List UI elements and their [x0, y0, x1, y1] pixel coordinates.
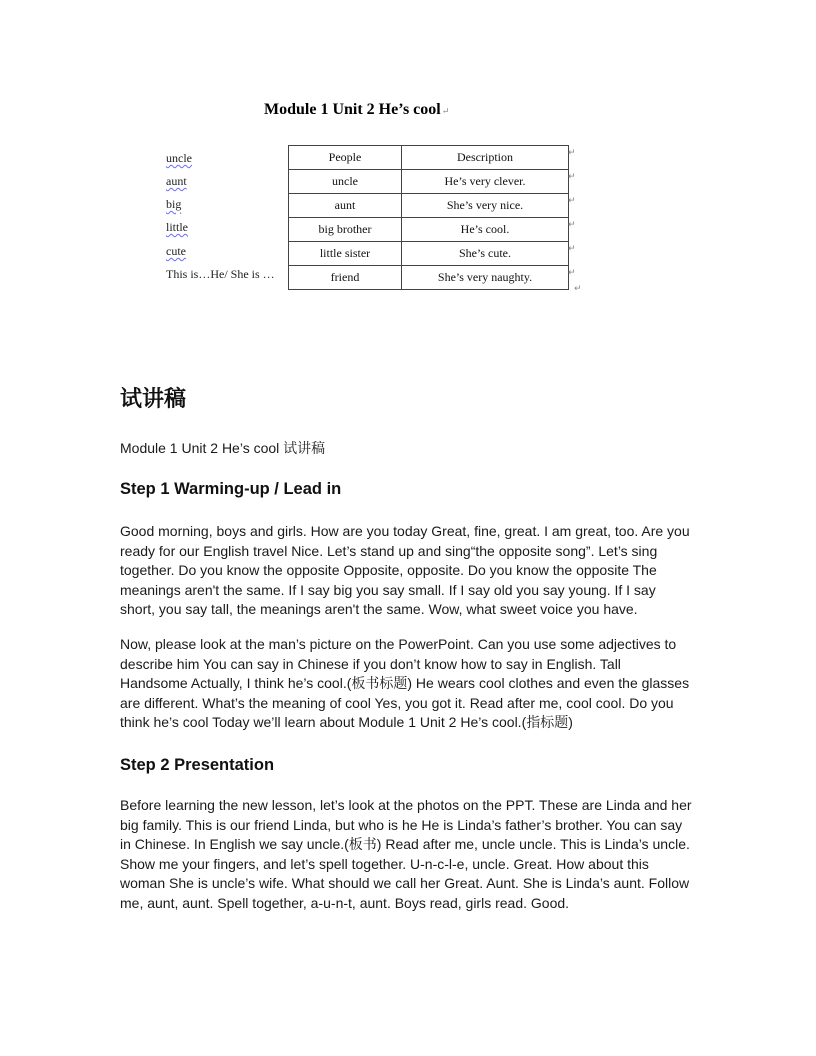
- paragraph-mark-icon: ↵: [568, 244, 576, 254]
- paragraph-mark-icon: ↵: [568, 172, 576, 182]
- step1-heading: Step 1 Warming-up / Lead in: [120, 480, 342, 498]
- paragraph-mark-icon: ↵: [441, 106, 450, 116]
- paragraph-mark-icon: ↵: [568, 220, 576, 230]
- table-cell: He’s cool.: [402, 218, 569, 242]
- script-heading: 试讲稿: [120, 387, 187, 412]
- table-cell: He’s very clever.: [402, 170, 569, 194]
- vocab-word: big: [166, 197, 182, 211]
- table-row: [289, 242, 569, 266]
- table-cell: friend: [289, 266, 402, 290]
- table-row: [289, 194, 569, 218]
- paragraph-mark-icon: ↵: [568, 196, 576, 206]
- board-title: Module 1 Unit 2 He’s cool↵: [264, 101, 450, 118]
- table-header-row: [289, 146, 569, 170]
- table-cell: uncle: [289, 170, 402, 194]
- step1-paragraph-2: Now, please look at the man’s picture on the PowerPoint. Can you use some adjectives to describe him You can say in Chinese if you don’t know how to say in English. Tall Handsome Actually, I think he’s cool.(板书标题) He wears cool clothes and even the glasses are different. What’s the meaning of cool Yes, you got it. Read after me, cool cool. Do you think he’s cool Today we’ll learn about Module 1 Unit 2 He’s cool.(指标题): [120, 636, 690, 731]
- vocab-word: cute: [166, 244, 186, 258]
- table-cell: She’s very nice.: [402, 194, 569, 218]
- table-row: [289, 218, 569, 242]
- table-cell: little sister: [289, 242, 402, 266]
- table-cell: She’s very naughty.: [402, 266, 569, 290]
- step2-paragraph-1: Before learning the new lesson, let’s look at the photos on the PPT. These are Linda and her big family. This is our friend Linda, but who is he He is Linda’s father’s brother. You can say in Chinese. In English we say uncle.(板书) Read after me, uncle uncle. This is Linda’s uncle. Show me your fingers, and let’s spell together. U-n-c-l-e, uncle. Great. How about this woman She is uncle’s wife. What should we call her Great. Aunt. She is Linda’s aunt. Follow me, aunt, aunt. Spell together, a-u-n-t, aunt. Boys read, girls read. Good.: [120, 797, 692, 911]
- step2-heading: Step 2 Presentation: [120, 756, 275, 774]
- table-header-description: Description: [402, 146, 569, 170]
- table-cell: big brother: [289, 218, 402, 242]
- table-row: [289, 266, 569, 290]
- step1-paragraph-1: Good morning, boys and girls. How are you today Great, fine, great. I am great, too. Are you ready for our English travel Nice. Let’s stand up and sing“the opposite song”. Let’s sing together. Do you know the opposite Opposite, opposite. Do you know the opposite The meanings aren't the same. If I say big you say small. If I say old you say young. If I say short, you say tall, the meanings aren't the same. Wow, what sweet voice you have.: [120, 523, 690, 618]
- vocab-word: little: [166, 220, 188, 234]
- table-cell: She’s cute.: [402, 242, 569, 266]
- paragraph-mark-icon: ↵: [574, 284, 582, 294]
- paragraph-mark-icon: ↵: [568, 268, 576, 278]
- table-cell: aunt: [289, 194, 402, 218]
- sentence-pattern: This is…He/ She is …: [166, 267, 275, 281]
- board-table: [288, 145, 569, 290]
- vocab-word: uncle: [166, 151, 192, 165]
- table-row: [289, 170, 569, 194]
- vocab-word: aunt: [166, 174, 187, 188]
- script-subtitle: Module 1 Unit 2 He’s cool 试讲稿: [120, 440, 326, 456]
- paragraph-mark-icon: ↵: [568, 148, 576, 158]
- table-header-people: People: [289, 146, 402, 170]
